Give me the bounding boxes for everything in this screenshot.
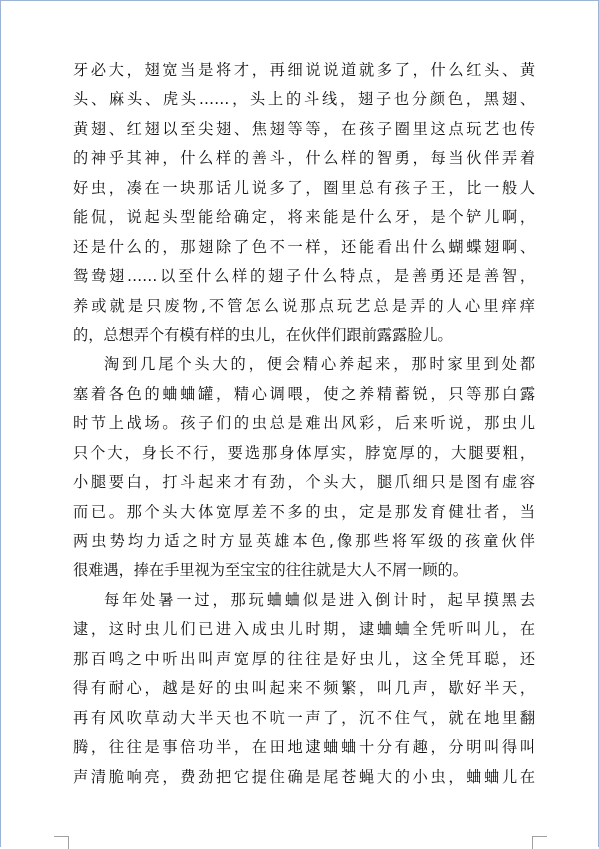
text-line: 塞着各色的蛐蛐罐，精心调喂，使之养精蓄锐，只等那白露 (73, 384, 535, 403)
text-line: 再有风吹草动大半天也不吭一声了，沉不住气，就在地里翻 (73, 708, 535, 727)
text-line: 养或就是只废物,不管怎么说那点玩艺总是弄的人心里痒痒 (73, 296, 535, 315)
text-line: 还是什么的，那翅除了色不一样，还能看出什么蝴蝶翅啊、 (73, 237, 535, 256)
text-line: 头、麻头、虎头……，头上的斗线，翅子也分颜色，黑翅、 (73, 90, 535, 109)
text-line: 声清脆响亮，费劲把它提住确是尾苍蝇大的小虫，蛐蛐儿在 (73, 767, 535, 786)
margin-corner-mark-left (54, 836, 69, 849)
text-line: 的，总想弄个有模有样的虫儿，在伙伴们跟前露露脸儿。 (73, 325, 453, 344)
text-line: 逮，这时虫儿们已进入成虫儿时期，逮蛐蛐全凭听叫儿，在 (73, 620, 535, 639)
text-line: 得有耐心，越是好的虫叫起来不频繁，叫几声，歇好半天， (73, 679, 535, 698)
text-line: 能侃，说起头型能给确定，将来能是什么牙，是个铲儿啊， (73, 208, 535, 227)
text-line: 而已。那个头大体宽厚差不多的虫，定是那发育健壮者，当 (73, 502, 535, 521)
text-line: 好虫，凑在一块那话儿说多了，圈里总有孩子王，比一般人 (73, 178, 535, 197)
text-line: 淘到几尾个头大的，便会精心养起来，那时家里到处都 (104, 355, 535, 374)
text-line: 很难遇，捧在手里视为至宝宝的往往就是大人不屑一顾的。 (73, 561, 468, 580)
text-line: 黄翅、红翅以至尖翅、焦翅等等，在孩子圈里这点玩艺也传 (73, 119, 535, 138)
text-line: 的神乎其神，什么样的善斗，什么样的智勇，每当伙伴弄着 (73, 149, 535, 168)
text-line: 那百鸣之中听出叫声宽厚的往往是好虫儿，这全凭耳聪，还 (73, 649, 535, 668)
text-line: 每年处暑一过，那玩蛐蛐似是进入倒计时，起早摸黑去 (104, 590, 535, 609)
text-line: 两虫势均力适之时方显英雄本色,像那些将军级的孩童伙伴 (73, 532, 535, 550)
text-line: 牙必大，翅宽当是将才，再细说说道就多了，什么红头、黄 (73, 61, 535, 79)
text-line: 小腿要白，打斗起来才有劲，个头大，腿爪细只是图有虚容 (73, 473, 535, 492)
document-body (73, 56, 535, 792)
text-line: 时节上战场。孩子们的虫总是难出风彩，后来听说，那虫儿 (73, 414, 535, 433)
margin-corner-mark-right (532, 836, 547, 849)
text-line: 腾，往往是事倍功半，在田地逮蛐蛐十分有趣，分明叫得叫 (73, 738, 535, 757)
text-line: 鸳鸯翅……以至什么样的翅子什么特点，是善勇还是善智， (73, 267, 535, 286)
text-line: 只个大，身长不行，要选那身体厚实，脖宽厚的，大腿要粗， (73, 443, 535, 462)
